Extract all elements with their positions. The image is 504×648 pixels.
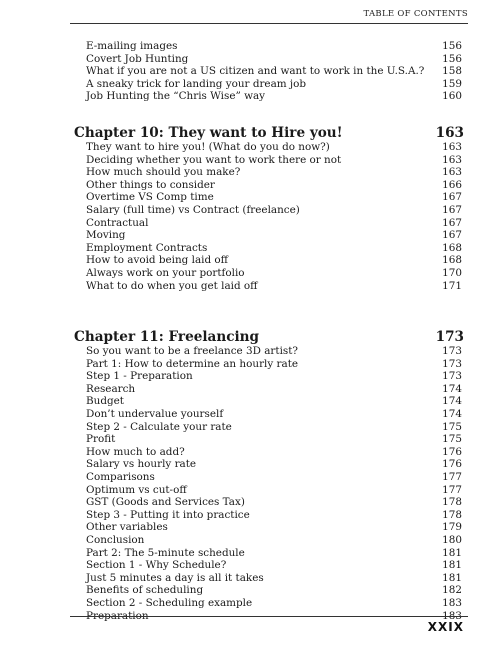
- toc-entry-page: 160: [442, 90, 462, 103]
- toc-entry-title: GST (Goods and Services Tax): [86, 496, 245, 509]
- toc-entry-page: 158: [442, 65, 462, 78]
- toc-entry-title: Other things to consider: [86, 178, 215, 191]
- toc-entry-page: 183: [442, 609, 462, 622]
- toc-entry[interactable]: [74, 358, 468, 371]
- toc-entry-title: Optimum vs cut-off: [86, 483, 187, 496]
- toc-entry-page: 175: [442, 433, 462, 446]
- toc-entry-page: 174: [442, 408, 462, 421]
- toc-entry-page: 167: [442, 203, 462, 216]
- toc-entry[interactable]: [74, 345, 468, 358]
- toc-entry-title: Step 2 - Calculate your rate: [86, 420, 232, 433]
- toc-entry[interactable]: [74, 471, 468, 484]
- toc-entry-page: 167: [442, 216, 462, 229]
- toc-entry-page: 163: [442, 166, 462, 179]
- toc-entry[interactable]: [74, 267, 468, 280]
- intro-entries: [74, 40, 468, 103]
- toc-entry-title: Section 1 - Why Schedule?: [86, 559, 227, 572]
- toc-entry-title: What to do when you get laid off: [86, 279, 258, 292]
- toc-entry-page: 173: [442, 345, 462, 358]
- toc-entry-page: 179: [442, 521, 462, 534]
- toc-entry[interactable]: [74, 521, 468, 534]
- section-gap: [74, 292, 468, 329]
- toc-entry[interactable]: [74, 496, 468, 509]
- toc-entry[interactable]: [74, 547, 468, 560]
- chapter-title: Chapter 11: Freelancing: [74, 329, 260, 346]
- toc-entry-title: Step 3 - Putting it into practice: [86, 508, 250, 521]
- toc-entry-page: 163: [442, 140, 462, 153]
- toc-entry-title: Deciding whether you want to work there or not: [86, 153, 342, 166]
- chapter-page: 163: [435, 124, 464, 141]
- toc-entry[interactable]: [74, 166, 468, 179]
- toc-entry[interactable]: [74, 204, 468, 217]
- chapter-page: 173: [435, 329, 464, 346]
- toc-entry-page: 163: [442, 153, 462, 166]
- toc-entry-title: Don’t undervalue yourself: [86, 408, 224, 421]
- toc-entry-title: Contractual: [86, 216, 149, 229]
- toc-entry[interactable]: [74, 433, 468, 446]
- toc-entry-title: E-mailing images: [86, 40, 178, 52]
- toc-entry-title: How to avoid being laid off: [86, 254, 229, 267]
- footer-rule: [70, 616, 468, 617]
- toc-entry-title: Part 1: How to determine an hourly rate: [86, 357, 299, 370]
- toc-entry-page: 178: [442, 496, 462, 509]
- toc-entry-title: Comparisons: [86, 471, 155, 484]
- chapter-10-heading[interactable]: [74, 125, 468, 141]
- toc-entry-title: What if you are not a US citizen and want to work in the U.S.A.?: [86, 65, 425, 78]
- toc-entry[interactable]: [74, 584, 468, 597]
- section-gap: [74, 103, 468, 125]
- toc-entry[interactable]: [74, 53, 468, 66]
- toc-entry-title: Conclusion: [86, 534, 145, 546]
- toc-entry-page: 181: [442, 546, 462, 559]
- toc-entry-page: 180: [442, 534, 462, 546]
- toc-entry-title: Covert Job Hunting: [86, 52, 189, 65]
- toc-entry[interactable]: [74, 229, 468, 242]
- toc-entry-page: 174: [442, 382, 462, 395]
- table-of-contents: [74, 40, 468, 622]
- toc-entry[interactable]: [74, 395, 468, 408]
- toc-entry-page: 167: [442, 229, 462, 242]
- chapter-11-entries: [74, 345, 468, 622]
- toc-entry[interactable]: [74, 509, 468, 522]
- toc-entry-page: 181: [442, 571, 462, 584]
- toc-entry-title: Preparation: [86, 609, 149, 622]
- toc-entry-title: They want to hire you! (What do you do now?): [86, 140, 330, 153]
- toc-entry-page: 175: [442, 420, 462, 433]
- toc-entry-page: 174: [442, 395, 462, 408]
- toc-entry-page: 156: [442, 52, 462, 65]
- toc-entry-title: Benefits of scheduling: [86, 584, 204, 597]
- toc-entry-title: Salary vs hourly rate: [86, 458, 197, 471]
- toc-entry-page: 178: [442, 508, 462, 521]
- toc-entry[interactable]: [74, 40, 468, 53]
- toc-entry-page: 159: [442, 77, 462, 90]
- toc-entry-title: Profit: [86, 433, 116, 446]
- toc-entry-page: 176: [442, 445, 462, 458]
- toc-entry-title: Salary (full time) vs Contract (freelance): [86, 203, 300, 216]
- toc-entry-title: Step 1 - Preparation: [86, 370, 193, 383]
- toc-entry-title: Overtime VS Comp time: [86, 191, 214, 204]
- page-number: XXIX: [427, 620, 464, 634]
- toc-entry[interactable]: [74, 141, 468, 154]
- toc-entry[interactable]: [74, 597, 468, 610]
- toc-entry-title: Section 2 - Scheduling example: [86, 596, 253, 609]
- header-rule: [70, 23, 468, 24]
- toc-entry-title: How much should you make?: [86, 166, 241, 179]
- toc-entry[interactable]: [74, 383, 468, 396]
- toc-entry[interactable]: [74, 179, 468, 192]
- running-head: TABLE OF CONTENTS: [363, 9, 468, 19]
- toc-entry-page: 166: [442, 178, 462, 191]
- toc-entry-title: So you want to be a freelance 3D artist?: [86, 345, 298, 358]
- toc-entry[interactable]: [74, 484, 468, 497]
- toc-entry[interactable]: [74, 370, 468, 383]
- toc-entry-page: 177: [442, 471, 462, 484]
- toc-entry-page: 177: [442, 483, 462, 496]
- toc-entry[interactable]: [74, 242, 468, 255]
- toc-entry[interactable]: [74, 572, 468, 585]
- toc-entry[interactable]: [74, 78, 468, 91]
- toc-entry-page: 183: [442, 596, 462, 609]
- toc-entry-page: 176: [442, 458, 462, 471]
- toc-entry-title: Moving: [86, 229, 126, 242]
- toc-entry[interactable]: [74, 559, 468, 572]
- toc-entry-page: 173: [442, 357, 462, 370]
- toc-entry-page: 173: [442, 370, 462, 383]
- toc-entry-title: A sneaky trick for landing your dream job: [86, 77, 307, 90]
- toc-entry[interactable]: [74, 446, 468, 459]
- toc-entry[interactable]: [74, 408, 468, 421]
- toc-entry[interactable]: [74, 217, 468, 230]
- toc-entry-page: 181: [442, 559, 462, 572]
- chapter-title: Chapter 10: They want to Hire you!: [74, 124, 343, 141]
- toc-entry-page: 156: [442, 40, 462, 52]
- toc-entry-title: Always work on your portfolio: [86, 266, 245, 279]
- toc-entry-title: Job Hunting the “Chris Wise” way: [86, 90, 266, 103]
- toc-entry-page: 170: [442, 266, 462, 279]
- toc-entry[interactable]: [74, 191, 468, 204]
- toc-entry-page: 168: [442, 254, 462, 267]
- toc-entry-title: Part 2: The 5-minute schedule: [86, 546, 245, 559]
- toc-entry-page: 167: [442, 191, 462, 204]
- toc-entry-title: Budget: [86, 395, 124, 408]
- toc-entry-title: How much to add?: [86, 445, 185, 458]
- toc-entry[interactable]: [74, 458, 468, 471]
- toc-entry[interactable]: [74, 534, 468, 547]
- toc-entry-title: Employment Contracts: [86, 241, 208, 254]
- toc-entry[interactable]: [74, 421, 468, 434]
- toc-entry-page: 182: [442, 584, 462, 597]
- toc-entry[interactable]: [74, 280, 468, 293]
- toc-entry-title: Research: [86, 382, 136, 395]
- chapter-10-entries: [74, 141, 468, 292]
- toc-entry[interactable]: [74, 154, 468, 167]
- toc-entry[interactable]: [74, 254, 468, 267]
- toc-entry-title: Other variables: [86, 521, 168, 534]
- toc-entry-page: 171: [442, 279, 462, 292]
- toc-entry[interactable]: [74, 65, 468, 78]
- toc-entry-title: Just 5 minutes a day is all it takes: [86, 571, 264, 584]
- toc-entry-page: 168: [442, 241, 462, 254]
- chapter-11-heading[interactable]: [74, 329, 468, 345]
- toc-entry[interactable]: [74, 90, 468, 103]
